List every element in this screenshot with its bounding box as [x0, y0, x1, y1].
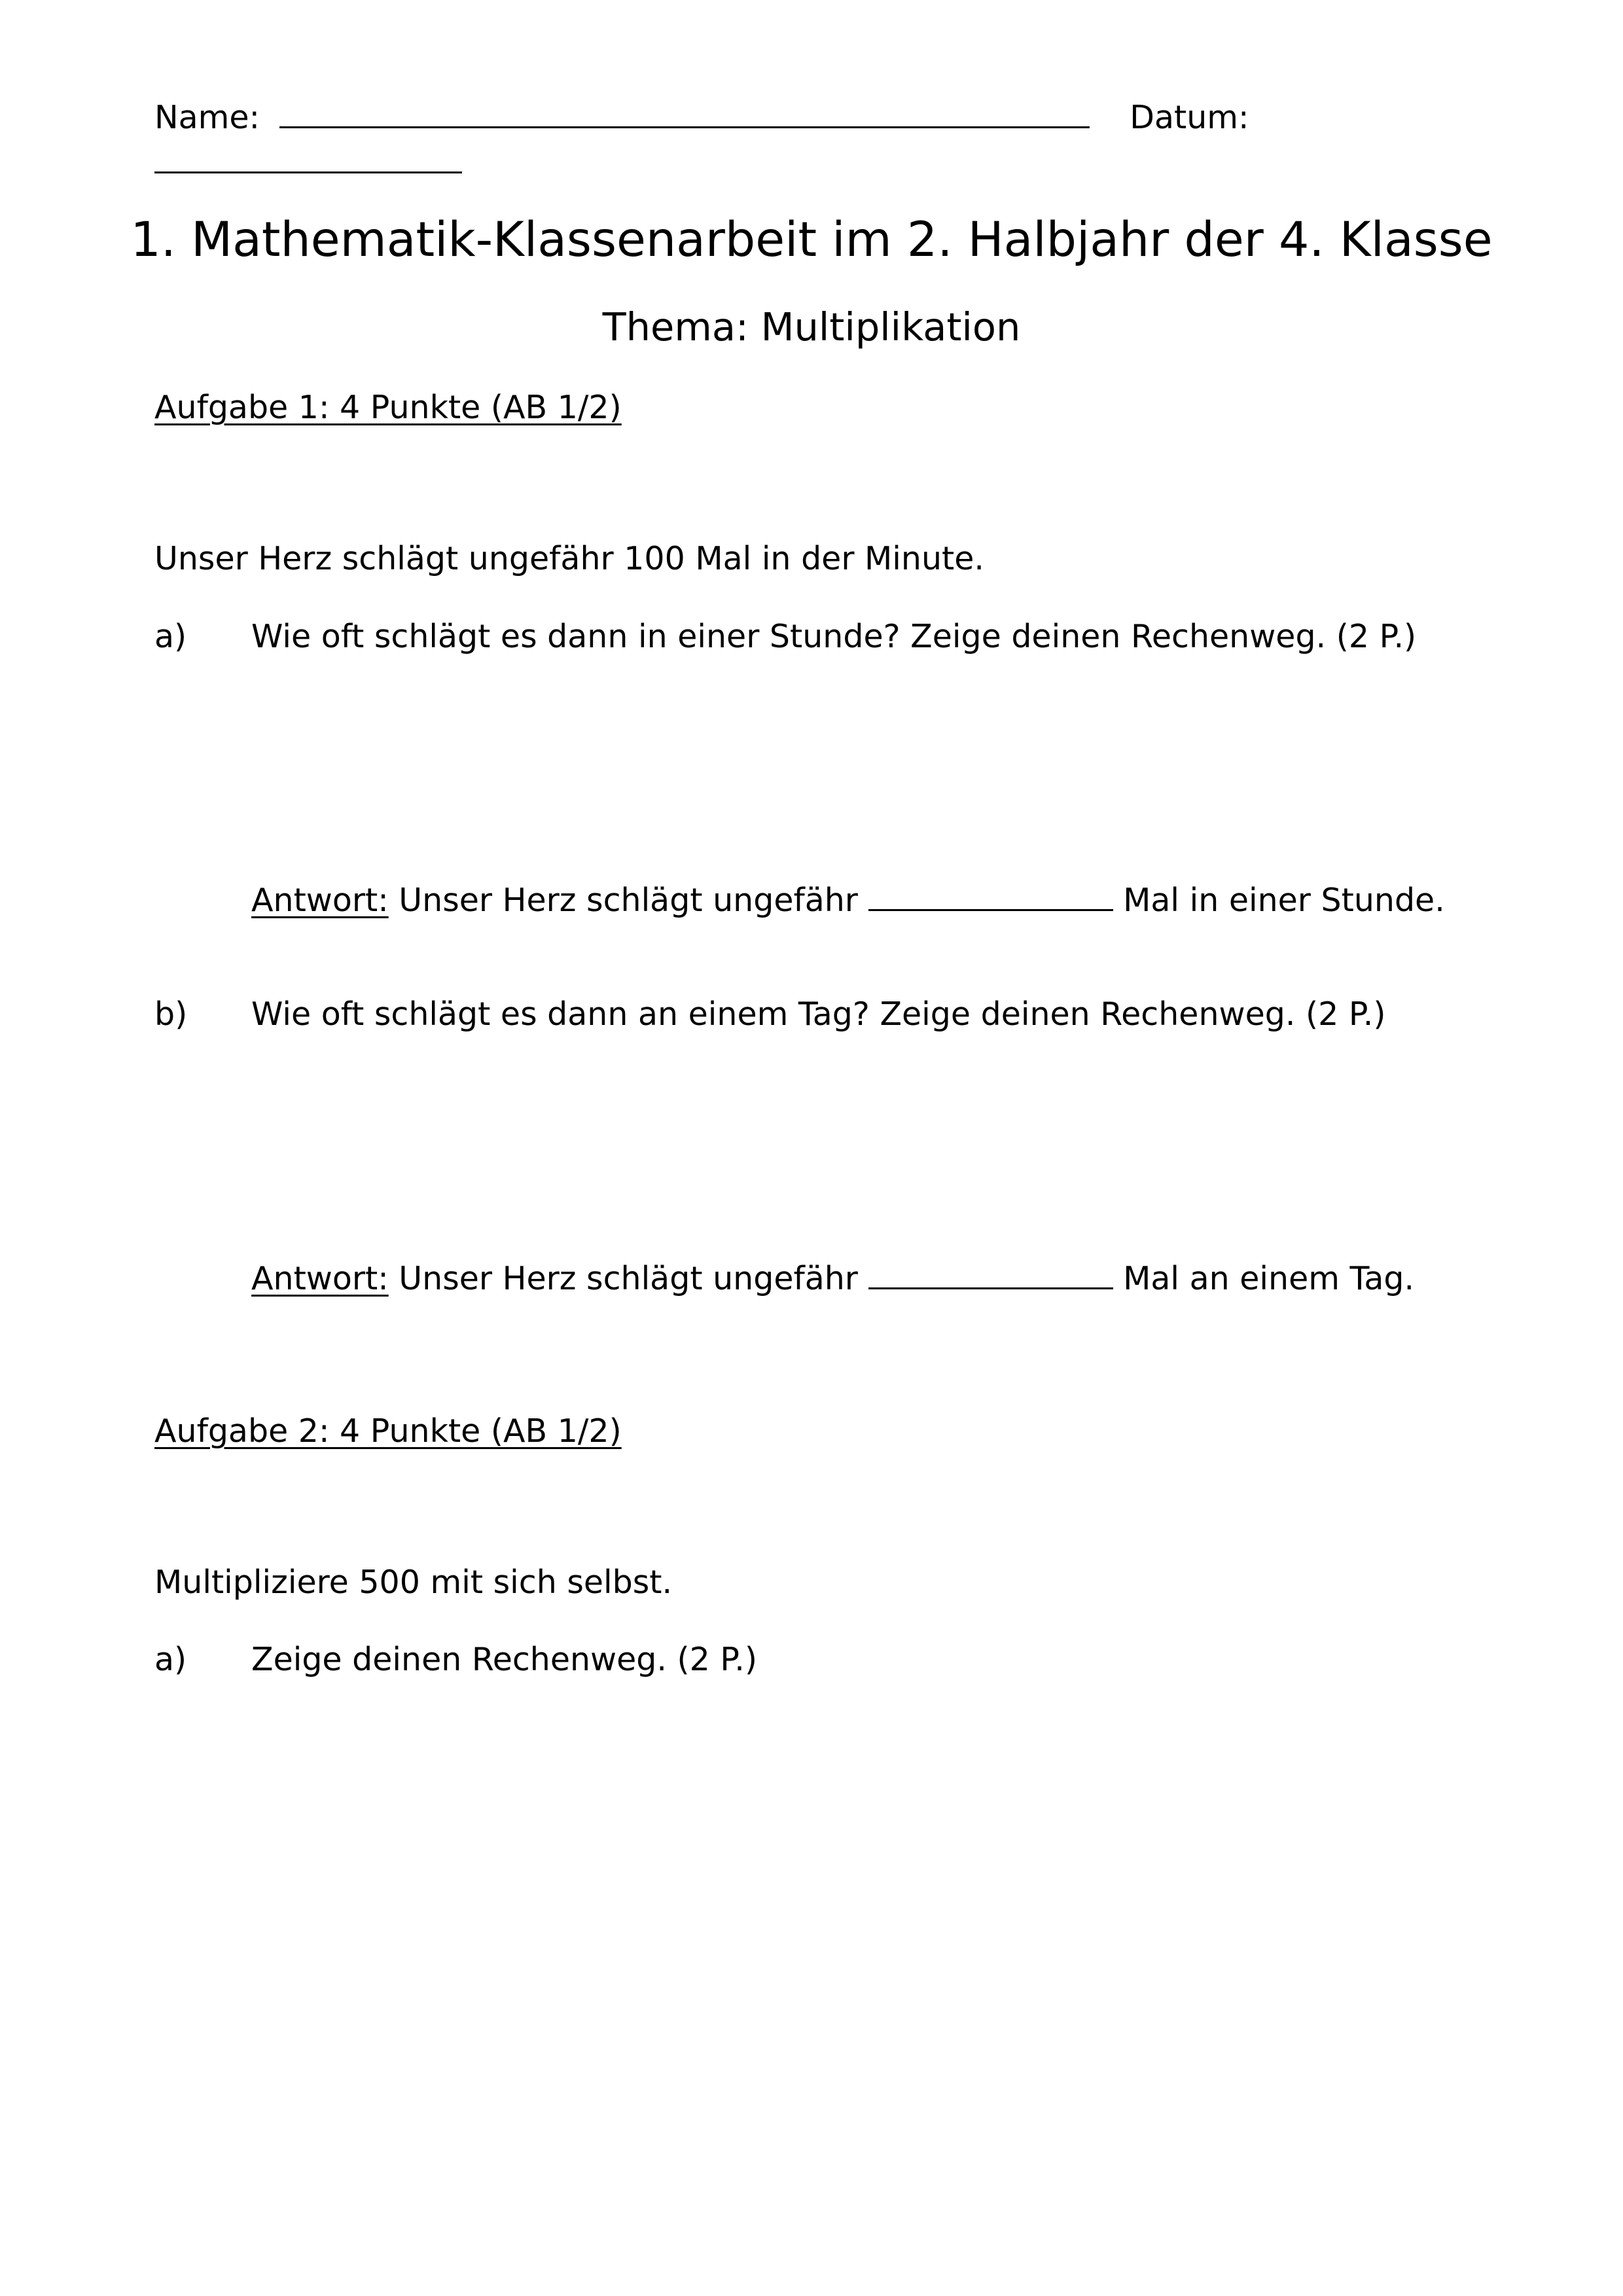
page-subtitle: Thema: Multiplikation	[602, 304, 1021, 350]
name-line	[154, 101, 1249, 134]
task1-a-label: a)	[154, 618, 187, 655]
task1-intro: Unser Herz schlägt ungefähr 100 Mal in der Minute.	[154, 540, 984, 577]
task1-a-answer	[251, 882, 1445, 919]
name-field[interactable]	[279, 126, 1090, 128]
answer-label: Antwort:	[251, 1260, 389, 1297]
name-label: Name:	[154, 99, 260, 136]
task1-heading: Aufgabe 1: 4 Punkte (AB 1/2)	[154, 389, 622, 426]
task2-a-text: Zeige deinen Rechenweg. (2 P.)	[251, 1641, 757, 1678]
task2-heading: Aufgabe 2: 4 Punkte (AB 1/2)	[154, 1412, 622, 1450]
task2-a-label: a)	[154, 1641, 187, 1678]
answer-text-post: Mal an einem Tag.	[1123, 1260, 1415, 1297]
task1-a-text: Wie oft schlägt es dann in einer Stunde? Zeige deinen Rechenweg. (2 P.)	[251, 618, 1417, 655]
page-title: 1. Mathematik-Klassenarbeit im 2. Halbjahr der 4. Klasse	[130, 212, 1493, 268]
answer-text-pre: Unser Herz schlägt ungefähr	[399, 882, 858, 919]
answer-blank-hour[interactable]	[868, 908, 1113, 911]
task1-b-answer	[251, 1260, 1415, 1297]
answer-blank-day[interactable]	[868, 1287, 1113, 1289]
date-label: Datum:	[1130, 99, 1249, 136]
answer-text-post: Mal in einer Stunde.	[1123, 882, 1445, 919]
answer-label: Antwort:	[251, 882, 389, 919]
task2-intro: Multipliziere 500 mit sich selbst.	[154, 1564, 673, 1601]
task1-b-text: Wie oft schlägt es dann an einem Tag? Zeige deinen Rechenweg. (2 P.)	[251, 996, 1386, 1033]
task1-b-label: b)	[154, 996, 188, 1033]
date-field[interactable]	[154, 171, 462, 173]
answer-text-pre: Unser Herz schlägt ungefähr	[399, 1260, 858, 1297]
